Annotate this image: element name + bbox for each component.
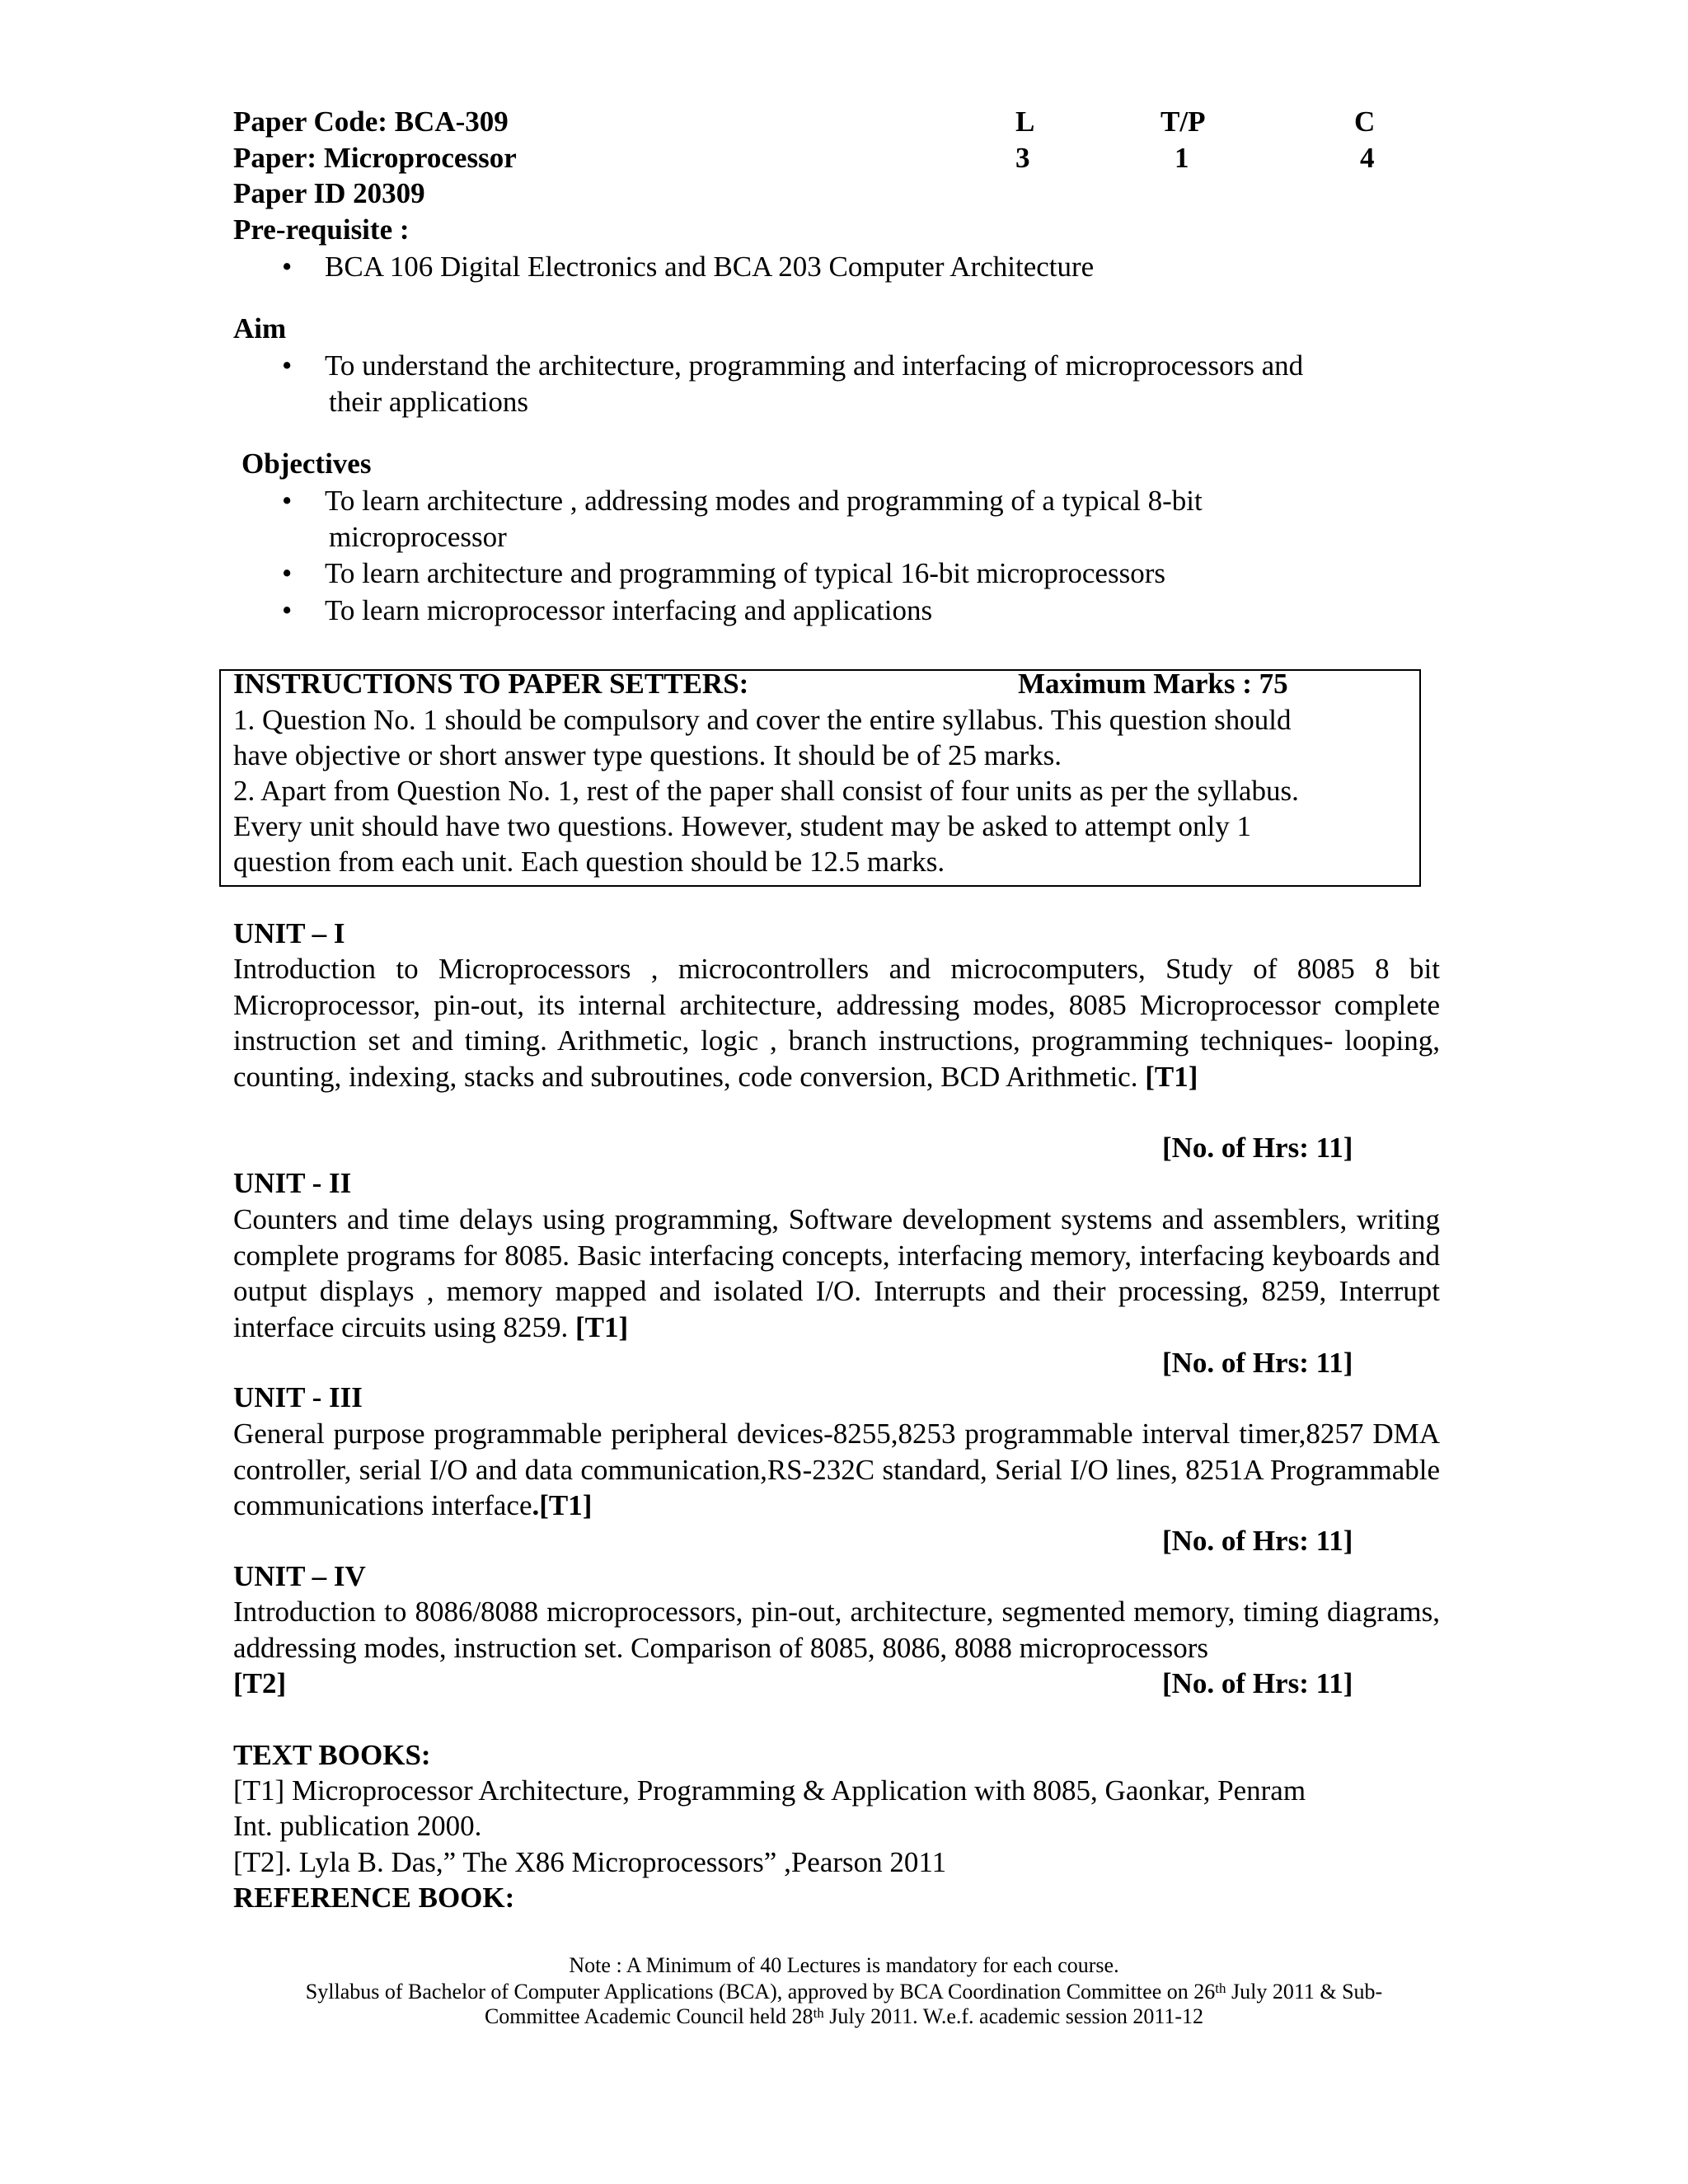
footer-line-2: Committee Academic Council held 28th July 2011. W.e.f. academic session 2011-12	[484, 2004, 1204, 2028]
objective-item-3: To learn microprocessor interfacing and applications	[325, 594, 933, 626]
unit-3-text: General purpose programmable peripheral devices-8255,8253 programmable interval timer,8257 DMA controller, serial I/O and data communication,RS-232C standard, Serial I/O lines, 8251A Programmable communications interface.[T1]	[233, 1418, 1440, 1521]
unit-4-text: Introduction to 8086/8088 microprocessors, pin-out, architecture, segmented memory, timing diagrams, addressing modes, instruction set. Comparison of 8085, 8086, 8088 microprocessors	[233, 1596, 1440, 1664]
col-l-value: 3	[1015, 142, 1030, 174]
unit-1-hours: [No. of Hrs: 11]	[1162, 1132, 1353, 1164]
col-tp-value: 1	[1175, 142, 1189, 174]
bullet-icon: •	[282, 251, 293, 283]
col-c-label: C	[1354, 105, 1376, 138]
unit-2-text: Counters and time delays using programming, Software development systems and assemblers, writing complete programs for 8085. Basic interfacing concepts, interfacing memory, interfacing keyboards and output displays , memory mapped and isolated I/O. Interrupts and their processing, 8259, Interrupt interface circuits using 8259. [T1]	[233, 1203, 1440, 1343]
maximum-marks: Maximum Marks : 75	[1018, 668, 1288, 700]
unit-2-hours: [No. of Hrs: 11]	[1162, 1347, 1353, 1379]
footer-note: Note : A Minimum of 40 Lectures is mandatory for each course.	[569, 1953, 1119, 1977]
textbook-line: [T2]. Lyla B. Das,” The X86 Microprocessors” ,Pearson 2011	[233, 1846, 947, 1878]
prerequisite-item: BCA 106 Digital Electronics and BCA 203 Computer Architecture	[325, 251, 1095, 283]
bullet-icon: •	[282, 485, 293, 517]
textbook-line: [T1] Microprocessor Architecture, Programming & Application with 8085, Gaonkar, Penram	[233, 1774, 1306, 1807]
aim-item-line2: their applications	[329, 386, 529, 418]
textbooks-heading: TEXT BOOKS:	[233, 1739, 431, 1771]
textbook-line: Int. publication 2000.	[233, 1810, 482, 1842]
objective-item-2: To learn architecture and programming of typical 16-bit microprocessors	[325, 557, 1165, 589]
unit-3-title: UNIT - III	[233, 1381, 363, 1413]
unit-1-ref: [T1]	[1145, 1060, 1198, 1093]
paper-code: Paper Code: BCA-309	[233, 105, 509, 138]
unit-4-hours: [No. of Hrs: 11]	[1162, 1667, 1353, 1699]
unit-3-ref: .[T1]	[532, 1489, 593, 1521]
bullet-icon: •	[282, 349, 293, 382]
objective-item-1-line1: To learn architecture , addressing modes and programming of a typical 8-bit	[325, 485, 1203, 517]
col-c-value: 4	[1360, 142, 1375, 174]
footer-line-1: Syllabus of Bachelor of Computer Applications (BCA), approved by BCA Coordination Committee on 26th July 2011 & Sub-	[305, 1980, 1383, 2004]
objective-item-1-line2: microprocessor	[329, 521, 507, 553]
unit-2-ref: [T1]	[575, 1310, 629, 1343]
aim-heading: Aim	[233, 312, 287, 344]
unit-4-title: UNIT – IV	[233, 1560, 366, 1592]
bullet-icon: •	[282, 557, 293, 589]
instruction-line: question from each unit. Each question should be 12.5 marks.	[233, 846, 945, 878]
unit-4-ref: [T2]	[233, 1667, 287, 1699]
paper-id: Paper ID 20309	[233, 177, 425, 209]
instruction-line: have objective or short answer type questions. It should be of 25 marks.	[233, 739, 1062, 771]
col-tp-label: T/P	[1160, 105, 1206, 138]
instructions-heading: INSTRUCTIONS TO PAPER SETTERS:	[233, 668, 749, 700]
aim-item-line1: To understand the architecture, programming and interfacing of microprocessors and	[325, 349, 1304, 382]
col-l-label: L	[1015, 105, 1035, 138]
instruction-line: Every unit should have two questions. However, student may be asked to attempt only 1	[233, 810, 1252, 842]
objectives-heading: Objectives	[241, 448, 372, 480]
unit-2-title: UNIT - II	[233, 1167, 352, 1199]
unit-3-hours: [No. of Hrs: 11]	[1162, 1525, 1353, 1557]
instruction-line: 1. Question No. 1 should be compulsory and cover the entire syllabus. This question should	[233, 704, 1292, 736]
instruction-line: 2. Apart from Question No. 1, rest of the paper shall consist of four units as per the syllabus.	[233, 775, 1299, 807]
reference-heading: REFERENCE BOOK:	[233, 1882, 515, 1914]
bullet-icon: •	[282, 594, 293, 626]
prerequisite-heading: Pre-requisite :	[233, 213, 410, 246]
unit-1-title: UNIT – I	[233, 917, 345, 949]
paper-name: Paper: Microprocessor	[233, 142, 517, 174]
unit-1-text: Introduction to Microprocessors , microcontrollers and microcomputers, Study of 8085 8 bit Microprocessor, pin-out, its internal architecture, addressing modes, 8085 Microprocessor complete instruction set and timing. Arithmetic, logic , branch instructions, programming techniques- looping, counting, indexing, stacks and subroutines, code conversion, BCD Arithmetic. [T1]	[233, 953, 1440, 1093]
